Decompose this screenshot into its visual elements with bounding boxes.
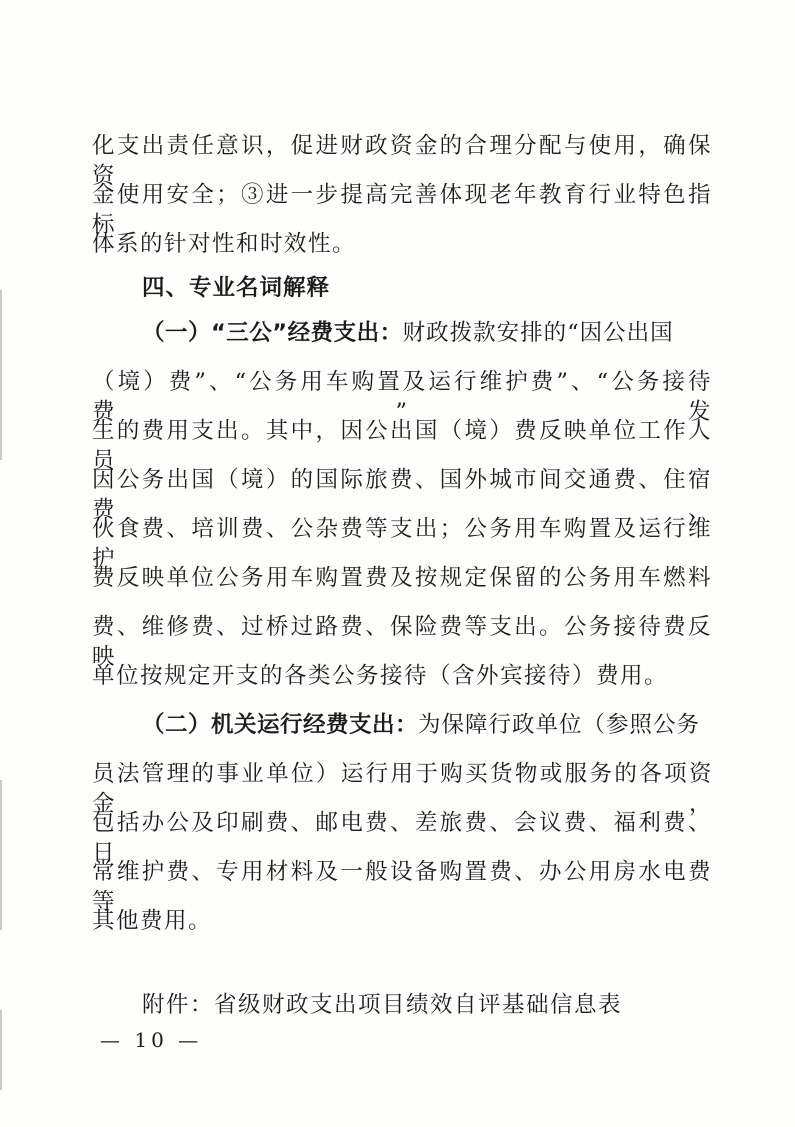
term-label: （二）机关运行经费支出： [142,712,419,738]
body-text-line: 常维护费、专用材料及一般设备购置费、办公用房水电费等 [92,859,712,915]
body-text-line: 体系的针对性和时效性。 [92,231,357,257]
section-heading: 四、专业名词解释 [142,275,331,301]
body-text-line: 化支出责任意识，促进财政资金的合理分配与使用，确保资 [92,133,712,189]
page-number: — 10 — [100,1028,203,1052]
body-text-line: 生的费用支出。其中，因公出国（境）费反映单位工作人员 [92,418,712,474]
body-text-line: 金使用安全；③进一步提高完善体现老年教育行业特色指标 [92,182,712,238]
body-text-line: 包括办公及印刷费、邮电费、差旅费、会议费、福利费、日 [92,810,712,866]
body-text-line: 费、维修费、过桥过路费、保险费等支出。公务接待费反映 [92,614,712,670]
term-label: （一）“三公”经费支出： [142,320,403,346]
term-definition-start: 为保障行政单位（参照公务 [418,712,701,738]
scan-edge-mark [0,290,2,460]
term-first-line [142,710,712,740]
body-text-line: 费反映单位公务用车购置费及按规定保留的公务用车燃料 [92,565,712,591]
attachment-note: 附件：省级财政支出项目绩效自评基础信息表 [142,992,623,1018]
scan-edge-mark [0,1010,2,1090]
body-text-line: 伙食费、培训费、公杂费等支出；公务用车购置及运行维护 [92,516,712,572]
body-text-line: 因公务出国（境）的国际旅费、国外城市间交通费、住宿费、 [92,467,712,523]
term-definition-start: 财政拨款安排的“因公出国 [402,320,674,346]
body-text-line: 其他费用。 [92,908,213,934]
body-text-line: 员法管理的事业单位）运行用于购买货物或服务的各项资金， [92,761,712,817]
scan-edge-mark [0,780,2,930]
body-text-line: 单位按规定开支的各类公务接待（含外宾接待）费用。 [92,663,669,689]
term-first-line [142,318,712,348]
body-text-line: （境）费”、“公务用车购置及运行维护费”、“公务接待费”发 [92,369,712,425]
